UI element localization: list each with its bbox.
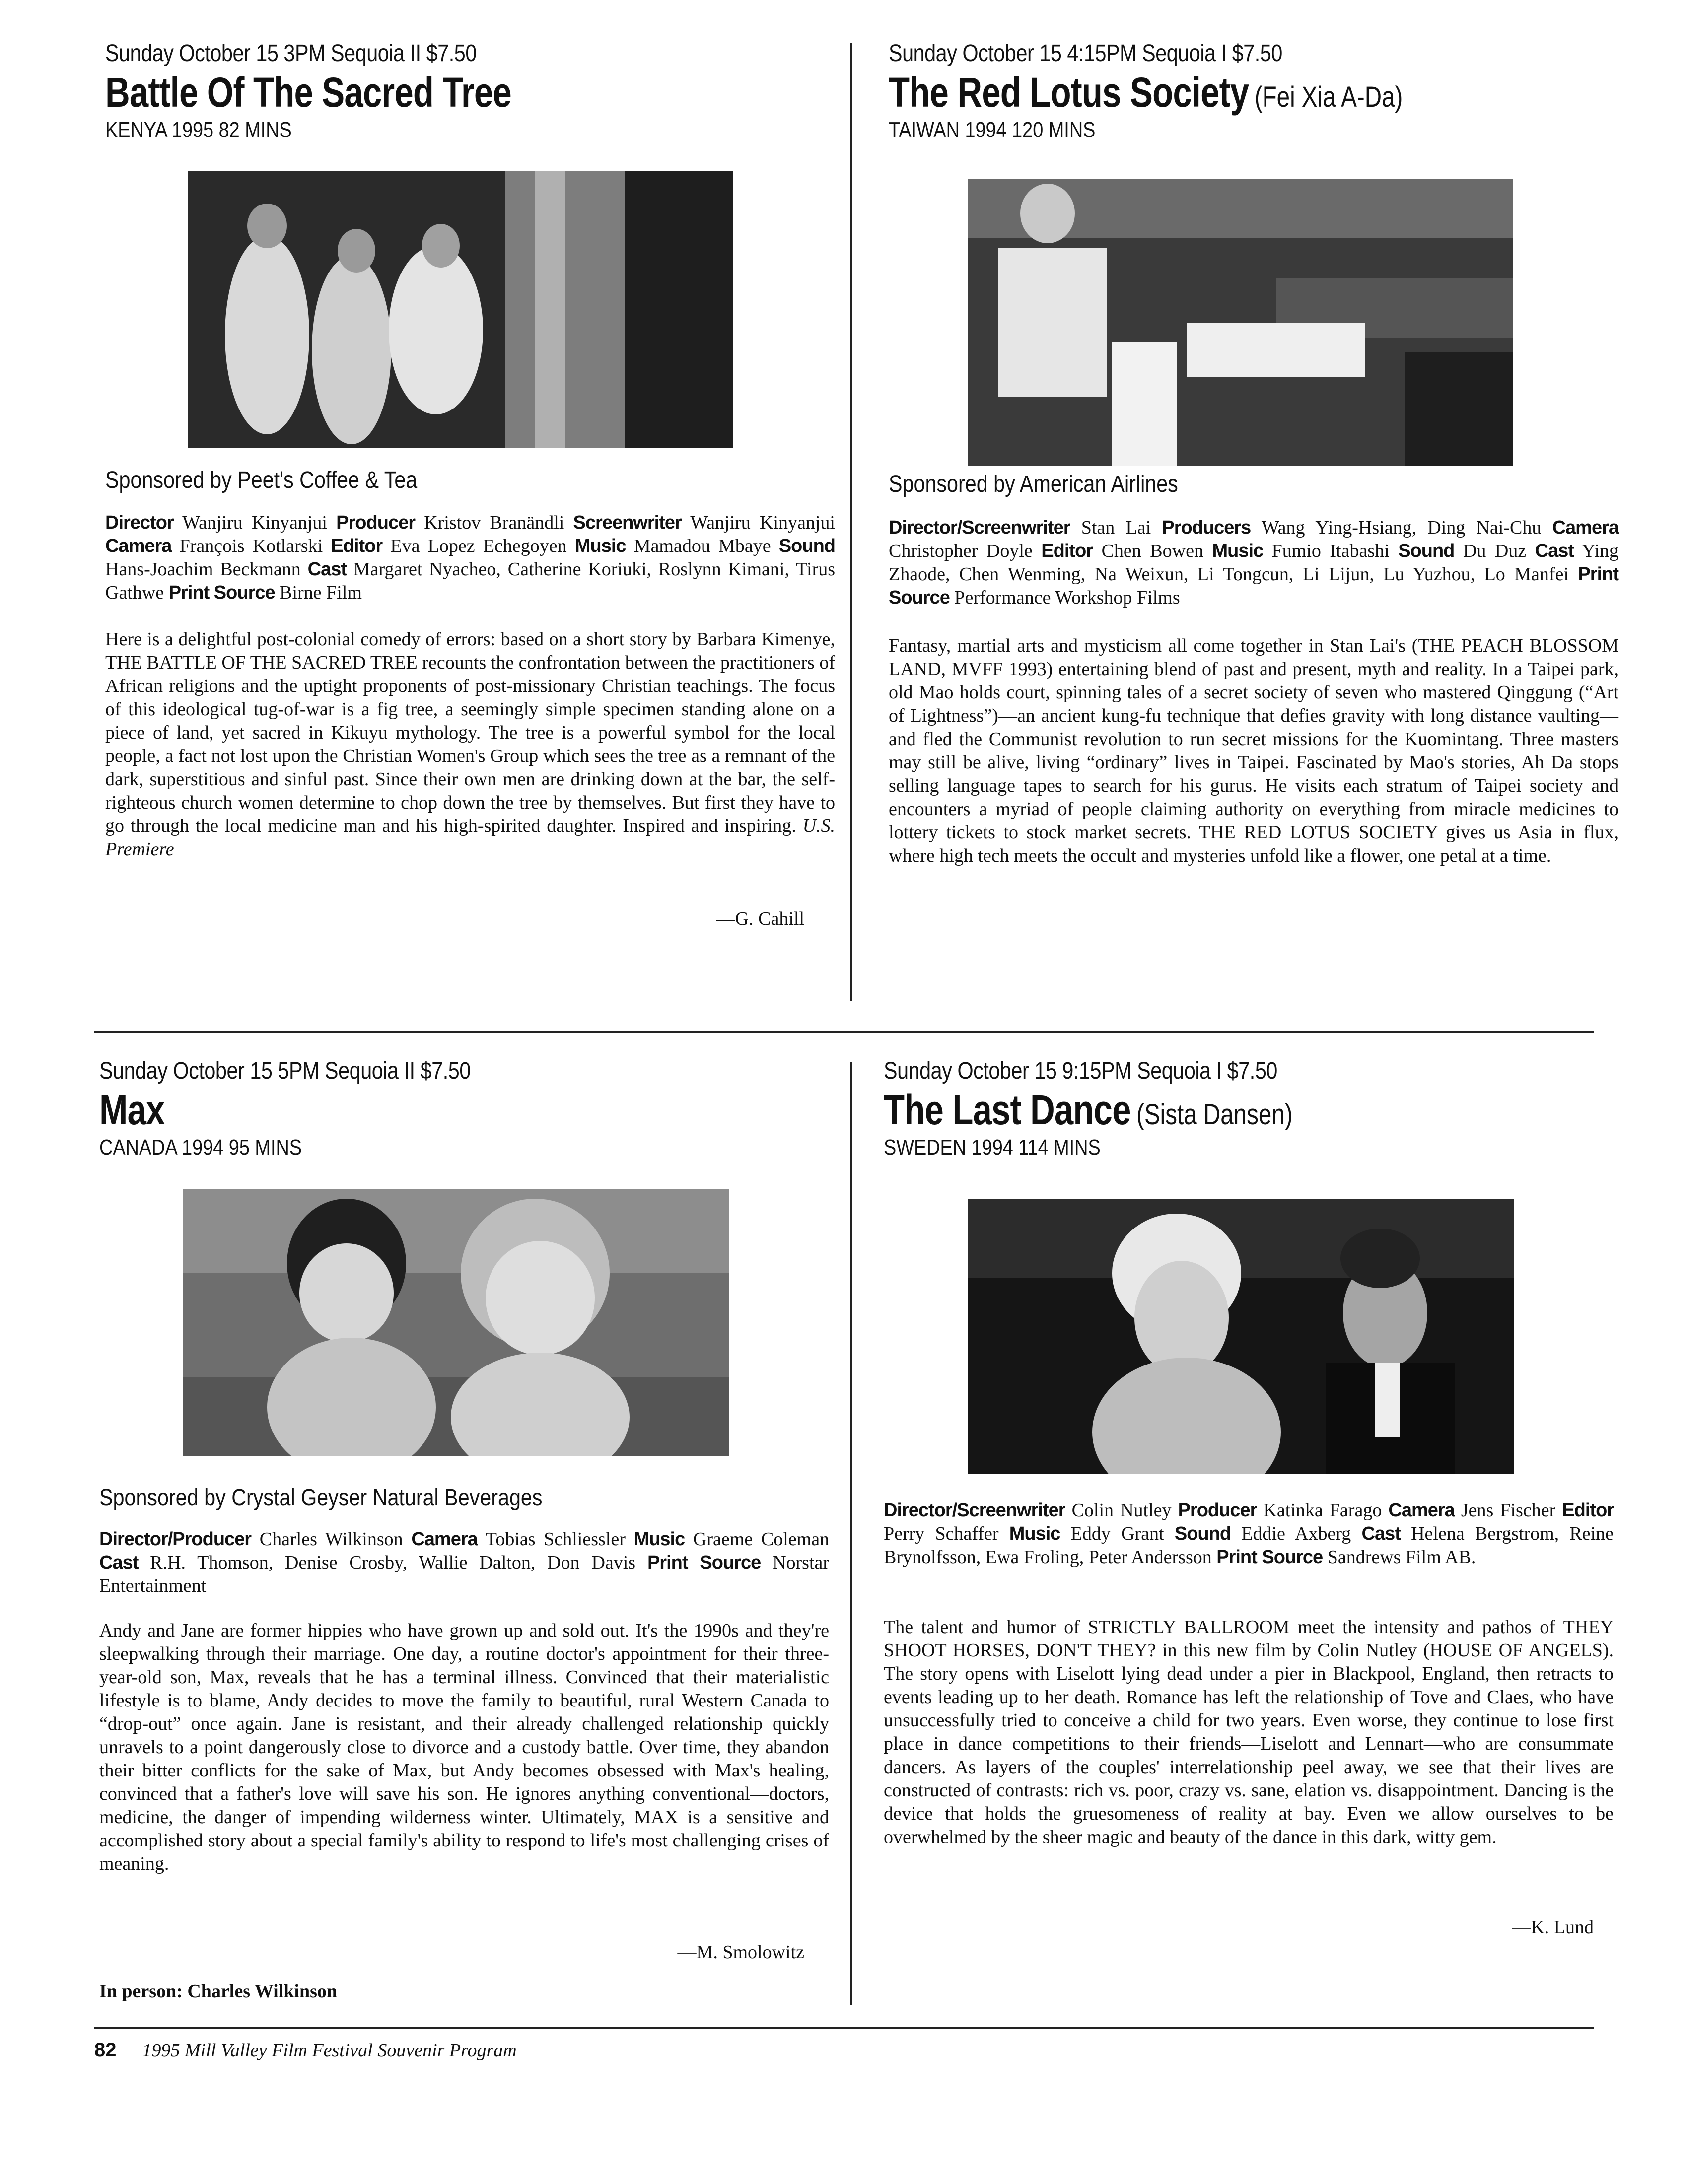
premiere-note: U.S. Premiere — [105, 816, 836, 860]
film-title-line — [105, 69, 703, 115]
film-listing-the-red-lotus-society — [889, 40, 1618, 143]
credits-block — [99, 1528, 829, 1598]
showtime: Sunday October 15 3PM Sequoia II $7.50 — [105, 40, 477, 67]
sponsor-line: Sponsored by Peet's Coffee & Tea — [105, 467, 418, 493]
reviewer-signoff: —G. Cahill — [716, 908, 804, 929]
column-divider-top — [850, 43, 852, 1001]
page-number: 82 — [94, 2039, 117, 2061]
credit-role: Camera — [1552, 517, 1619, 538]
film-title-line — [884, 1087, 1482, 1133]
credit-role: Music — [1212, 541, 1264, 561]
credit-role: Print Source — [889, 564, 1619, 608]
credit-role: Director/Screenwriter — [884, 1500, 1065, 1521]
credit-names: Wang Ying-Hsiang, Ding Nai-Chu — [1261, 517, 1542, 538]
film-meta: KENYA 1995 82 MINS — [105, 118, 292, 142]
credit-role: Print Source — [168, 582, 275, 603]
credit-role: Sound — [1398, 541, 1455, 561]
credit-names: R.H. Thomson, Denise Crosby, Wallie Dalton, Don Davis — [150, 1552, 636, 1573]
film-description — [99, 1619, 829, 1876]
credit-names: Chen Bowen — [1101, 541, 1203, 561]
showtime: Sunday October 15 9:15PM Sequoia I $7.50 — [884, 1058, 1277, 1084]
credit-names: Birne Film — [280, 582, 362, 603]
film-meta: CANADA 1994 95 MINS — [99, 1135, 302, 1160]
credit-names: Fumio Itabashi — [1271, 541, 1390, 561]
credit-role: Sound — [778, 536, 836, 556]
showtime: Sunday October 15 5PM Sequoia II $7.50 — [99, 1058, 471, 1084]
reviewer-signoff: —M. Smolowitz — [677, 1942, 804, 1963]
credit-names: Performance Workshop Films — [954, 587, 1180, 608]
credit-names: Sandrews Film AB. — [1327, 1547, 1476, 1568]
credit-role: Cast — [1361, 1523, 1401, 1544]
sponsor-line: Sponsored by Crystal Geyser Natural Beverages — [99, 1485, 543, 1511]
film-still-photo — [188, 171, 733, 448]
film-still-photo — [968, 1199, 1514, 1474]
credit-role: Camera — [411, 1529, 478, 1550]
sponsor-line: Sponsored by American Airlines — [889, 471, 1178, 497]
credit-names: Kristov Branändli — [424, 512, 564, 533]
credit-role: Director — [105, 512, 174, 533]
credits-block — [889, 516, 1618, 610]
page-footer — [94, 2039, 517, 2061]
description-text: Fantasy, martial arts and mysticism all come together in Stan Lai's (THE PEACH BLOSSOM LAND, MVFF 1993) entertaining blend of past and present, myth and reality. In a Taipei park, old Mao holds court, spinning tales of a secret society of seven who mastered Qinggung (“Art of Lightness”)—an ancient kung-fu technique that defies gravity with long distance vaulting—and fled the Communist revolution to run secret missions for the Kuomintang. Three masters may still be alive, living “ordinary” lives in Taipei. Fascinated by Mao's stories, Ah Da stops selling language tapes to search for his gurus. He visits each stratum of Taipei society and encounters a myriad of people claiming authority on everything from miracle medicines to lottery tickets to stock market secrets. THE RED LOTUS SOCIETY gives us Asia in flux, where high tech meets the occult and mysteries unfold like a flower, one petal at a time. — [889, 635, 1618, 866]
credit-role: Sound — [1174, 1523, 1231, 1544]
credit-role: Producer — [336, 512, 415, 533]
credit-role: Music — [633, 1529, 685, 1550]
credit-role: Print Source — [647, 1552, 761, 1573]
film-still-photo — [183, 1189, 729, 1456]
film-title: Battle Of The Sacred Tree — [105, 69, 511, 116]
film-description — [884, 1616, 1614, 1849]
credit-role: Director/Producer — [99, 1529, 252, 1550]
credit-role: Music — [1009, 1523, 1060, 1544]
film-title: Max — [99, 1087, 165, 1133]
film-title: The Red Lotus Society — [889, 69, 1249, 116]
showtime: Sunday October 15 4:15PM Sequoia I $7.50 — [889, 40, 1282, 67]
credit-role: Editor — [1041, 541, 1093, 561]
credit-names: Helena Bergstrom, Reine Brynolfsson, Ewa Froling, Peter Andersson — [884, 1523, 1614, 1568]
credit-role: Cast — [99, 1552, 139, 1573]
credit-names: Jens Fischer — [1461, 1500, 1556, 1521]
credit-role: Editor — [1562, 1500, 1614, 1521]
film-description — [889, 634, 1618, 868]
credit-names: Du Duz — [1463, 541, 1527, 561]
credit-names: Charles Wilkinson — [259, 1529, 403, 1550]
credit-role: Producers — [1162, 517, 1251, 538]
film-description — [105, 628, 835, 861]
credit-names: Eddy Grant — [1070, 1523, 1164, 1544]
credit-role: Cast — [307, 559, 347, 580]
credit-role: Camera — [1388, 1500, 1455, 1521]
credits-block — [105, 511, 835, 605]
film-meta: TAIWAN 1994 120 MINS — [889, 118, 1096, 142]
credit-role: Music — [574, 536, 626, 556]
credit-names: Margaret Nyacheo, Catherine Koriuki, Roslynn Kimani, Tirus Gathwe — [105, 559, 836, 603]
credit-names: Ying Zhaode, Chen Wenming, Na Weixun, Li Tongcun, Li Lijun, Lu Yuzhou, Lo Manfei — [889, 541, 1619, 585]
credit-names: Eva Lopez Echegoyen — [390, 536, 567, 556]
publication-title: 1995 Mill Valley Film Festival Souvenir Program — [142, 2040, 517, 2061]
credit-names: Katinka Farago — [1263, 1500, 1382, 1521]
description-text: Here is a delightful post-colonial comedy of errors: based on a short story by Barbara Kimenye, THE BATTLE OF THE SACRED TREE recounts the confrontation between the practitioners of African religions and the uptight proponents of post-missionary Christian teachings. The focus of this ideological tug-of-war is a fig tree, a seemingly simple specimen standing alone on a piece of land, yet sacred in Kikuyu mythology. The tree is a powerful symbol for the local people, a fact not lost upon the Christian Women's Group which sees the tree as a remnant of the dark, superstitious and sinful past. Since their own men are drinking down at the bar, the self-righteous church women determine to chop down the tree by themselves. But first they have to go through the local medicine man and his high-spirited daughter. Inspired and inspiring. — [105, 629, 835, 836]
still-photo-graphic — [968, 179, 1513, 466]
credit-names: François Kotlarski — [179, 536, 323, 556]
description-text: The talent and humor of STRICTLY BALLROOM meet the intensity and pathos of THEY SHOOT HORSES, DON'T THEY? in this new film by Colin Nutley (HOUSE OF ANGELS). The story opens with Liselott lying dead under a pier in Blackpool, England, then retracts to events leading up to her death. Romance has left the relationship of Tove and Claes, who have unsuccessfully tried to conceive a child for two years. Even worse, they continue to lose first place in dance competitions to their friends—Liselott and Lennart—who are consummate dancers. As layers of the couples' interrelationship peel away, we see that their lives are constructed of contrasts: rich vs. poor, crazy vs. sane, elation vs. disappointment. Dancing is the device that holds the gruesomeness of reality at bay. Even we allow ourselves to be overwhelmed by the sheer magic and beauty of the dance in this dark, witty gem. — [884, 1617, 1614, 1847]
credit-names: Tobias Schliessler — [485, 1529, 626, 1550]
credit-names: Norstar Entertainment — [99, 1552, 830, 1596]
film-meta: SWEDEN 1994 114 MINS — [884, 1135, 1101, 1160]
film-listing-the-last-dance — [884, 1057, 1614, 1160]
film-title-line — [889, 69, 1487, 115]
credit-names: Colin Nutley — [1071, 1500, 1172, 1521]
still-photo-graphic — [183, 1189, 729, 1456]
credit-role: Cast — [1535, 541, 1574, 561]
credit-names: Eddie Axberg — [1241, 1523, 1351, 1544]
credit-names: Mamadou Mbaye — [633, 536, 771, 556]
credit-names: Perry Schaffer — [884, 1523, 999, 1544]
film-alt-title: (Fei Xia A-Da) — [1254, 81, 1403, 113]
credit-role: Camera — [105, 536, 172, 556]
column-divider-bottom — [850, 1062, 852, 2005]
film-listing-battle-of-the-sacred-tree — [105, 40, 835, 143]
film-title-line — [99, 1087, 698, 1133]
credit-role: Editor — [331, 536, 383, 556]
in-person-note: In person: Charles Wilkinson — [99, 1981, 338, 2002]
film-still-photo — [968, 179, 1513, 466]
footer-rule — [94, 2027, 1594, 2029]
credit-role: Director/Screenwriter — [889, 517, 1070, 538]
credit-names: Wanjiru Kinyanjui — [182, 512, 327, 533]
still-photo-graphic — [968, 1199, 1514, 1474]
film-title: The Last Dance — [884, 1087, 1131, 1133]
credit-role: Producer — [1178, 1500, 1257, 1521]
credit-role: Screenwriter — [573, 512, 682, 533]
credit-names: Graeme Coleman — [693, 1529, 830, 1550]
description-text: Andy and Jane are former hippies who have grown up and sold out. It's the 1990s and they're sleepwalking through their marriage. One day, a routine doctor's appointment for their three-year-old son, Max, reveals that he has a terminal illness. Convinced that their materialistic lifestyle is to blame, Andy decides to move the family to beautiful, rural Western Canada to “drop-out” once again. Jane is resistant, and their already challenged relationship quickly unravels to a point dangerously close to divorce and a custody battle. Over time, they abandon their bitter conflicts for the sake of Max, but Andy becomes obsessed with Max's healing, convinced that a father's love will save his son. He ignores anything conventional—doctors, medicine, the danger of impending wilderness winter. Ultimately, MAX is a sensitive and accomplished story about a special family's ability to respond to life's most challenging crises of meaning. — [99, 1620, 829, 1874]
credit-role: Print Source — [1216, 1547, 1323, 1568]
credits-block — [884, 1499, 1614, 1569]
credit-names: Hans-Joachim Beckmann — [105, 559, 301, 580]
reviewer-signoff: —K. Lund — [1512, 1917, 1594, 1938]
credit-names: Stan Lai — [1081, 517, 1151, 538]
section-divider — [94, 1031, 1594, 1033]
credit-names: Wanjiru Kinyanjui — [690, 512, 835, 533]
film-alt-title: (Sista Dansen) — [1136, 1098, 1293, 1131]
credit-names: Christopher Doyle — [889, 541, 1033, 561]
film-listing-max — [99, 1057, 829, 1160]
still-photo-graphic — [188, 171, 733, 448]
